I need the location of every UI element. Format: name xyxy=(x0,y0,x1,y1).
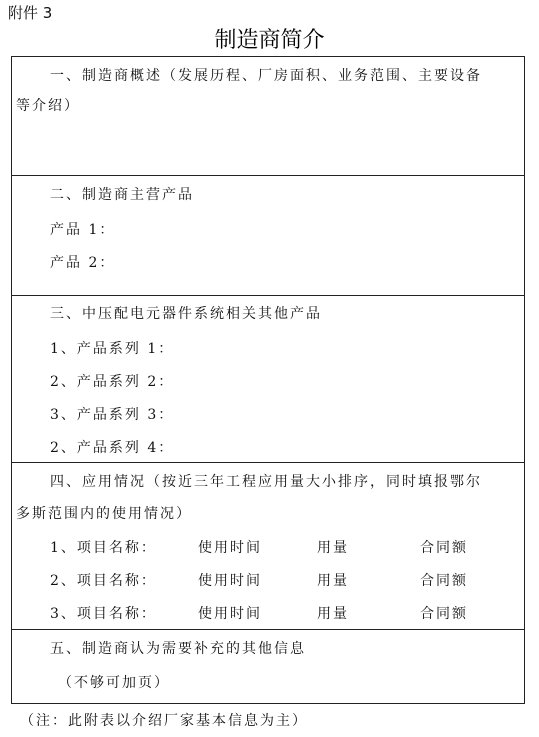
page-title: 制造商简介 xyxy=(214,28,325,53)
overview-heading-line2: 等介绍） xyxy=(16,98,80,114)
usage-time-label: 使用时间 xyxy=(198,540,262,556)
section-applications xyxy=(12,463,524,630)
project-name-label: 1、项目名称： xyxy=(50,540,157,556)
section-other-info xyxy=(12,630,524,704)
usage-amount-label: 用量 xyxy=(317,606,349,622)
applications-heading-line1: 四、应用情况（按近三年工程应用量大小排序，同时填报鄂尔 xyxy=(50,474,482,490)
other-info-note: （不够可加页） xyxy=(58,675,170,691)
contract-amount-label: 合同额 xyxy=(420,540,468,556)
main-product-item: 产品 1： xyxy=(50,222,116,238)
main-product-item: 产品 2： xyxy=(50,255,116,271)
usage-amount-label: 用量 xyxy=(317,540,349,556)
related-products-heading: 三、中压配电元器件系统相关其他产品 xyxy=(50,306,322,322)
footnote: （注：此附表以介绍厂家基本信息为主） xyxy=(20,713,308,729)
usage-time-label: 使用时间 xyxy=(198,606,262,622)
project-name-label: 3、项目名称： xyxy=(50,606,157,622)
product-series-item: 1、产品系列 1： xyxy=(50,341,175,357)
section-main-products xyxy=(12,176,524,296)
usage-time-label: 使用时间 xyxy=(198,573,262,589)
manufacturer-profile-form xyxy=(11,56,525,704)
section-overview xyxy=(12,57,524,176)
product-series-item: 3、产品系列 3： xyxy=(50,407,175,423)
applications-heading-line2: 多斯范围内的使用情况） xyxy=(16,506,192,522)
product-series-item: 2、产品系列 4： xyxy=(50,440,175,456)
section-related-products xyxy=(12,296,524,463)
contract-amount-label: 合同额 xyxy=(420,573,468,589)
usage-amount-label: 用量 xyxy=(317,573,349,589)
other-info-heading: 五、制造商认为需要补充的其他信息 xyxy=(50,641,306,657)
main-products-heading: 二、制造商主营产品 xyxy=(50,187,194,203)
annex-label: 附件 3 xyxy=(8,4,53,22)
product-series-item: 2、产品系列 2： xyxy=(50,374,175,390)
contract-amount-label: 合同额 xyxy=(420,606,468,622)
overview-heading-line1: 一、制造商概述（发展历程、厂房面积、业务范围、主要设备 xyxy=(50,68,482,84)
project-name-label: 2、项目名称： xyxy=(50,573,157,589)
